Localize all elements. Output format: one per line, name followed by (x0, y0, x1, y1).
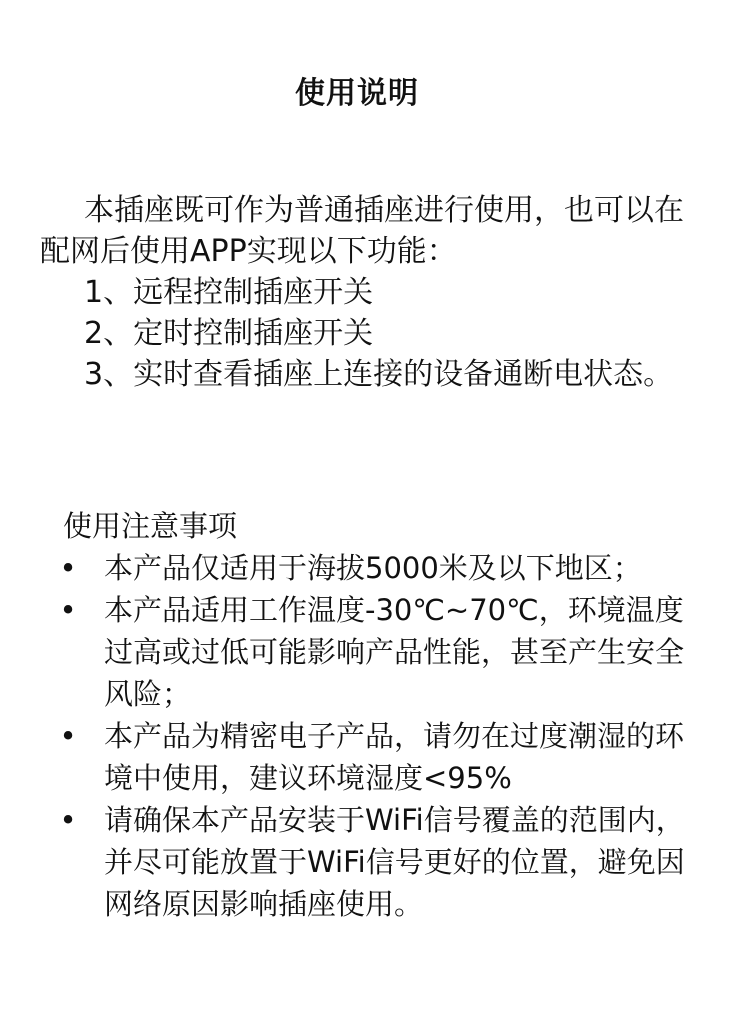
page-title: 使用说明 (295, 76, 419, 111)
feature-item-timer-control: 2、定时控制插座开关 (84, 316, 374, 351)
bullet-icon: • (59, 803, 77, 837)
notes-item-text: 请确保本产品安装于WiFi信号覆盖的范围内，并尽可能放置于WiFi信号更好的位置，避免因网络原因影响插座使用。 (104, 803, 685, 921)
notes-list (58, 547, 708, 925)
bullet-icon: • (59, 593, 77, 627)
bullet-icon: • (59, 551, 77, 585)
notes-list-item-humidity (58, 715, 708, 799)
notes-section (58, 505, 708, 925)
notes-list-item-temperature (58, 589, 708, 715)
notes-list-item-wifi (58, 799, 708, 925)
intro-section (40, 190, 704, 395)
notes-list-item-altitude (58, 547, 708, 589)
feature-item-realtime-status: 3、实时查看插座上连接的设备通断电状态。 (84, 357, 674, 392)
notes-heading: 使用注意事项 (63, 509, 238, 543)
feature-item-remote-control: 1、远程控制插座开关 (84, 275, 374, 310)
notes-item-text: 本产品适用工作温度-30℃~70℃，环境温度过高或过低可能影响产品性能，甚至产生安全风险； (104, 593, 685, 711)
bullet-icon: • (59, 719, 77, 753)
intro-paragraph: 本插座既可作为普通插座进行使用，也可以在配网后使用APP实现以下功能： (40, 193, 684, 269)
notes-item-text: 本产品仅适用于海拔5000米及以下地区； (104, 551, 642, 585)
notes-item-text: 本产品为精密电子产品，请勿在过度潮湿的环境中使用，建议环境湿度<95% (104, 719, 685, 795)
